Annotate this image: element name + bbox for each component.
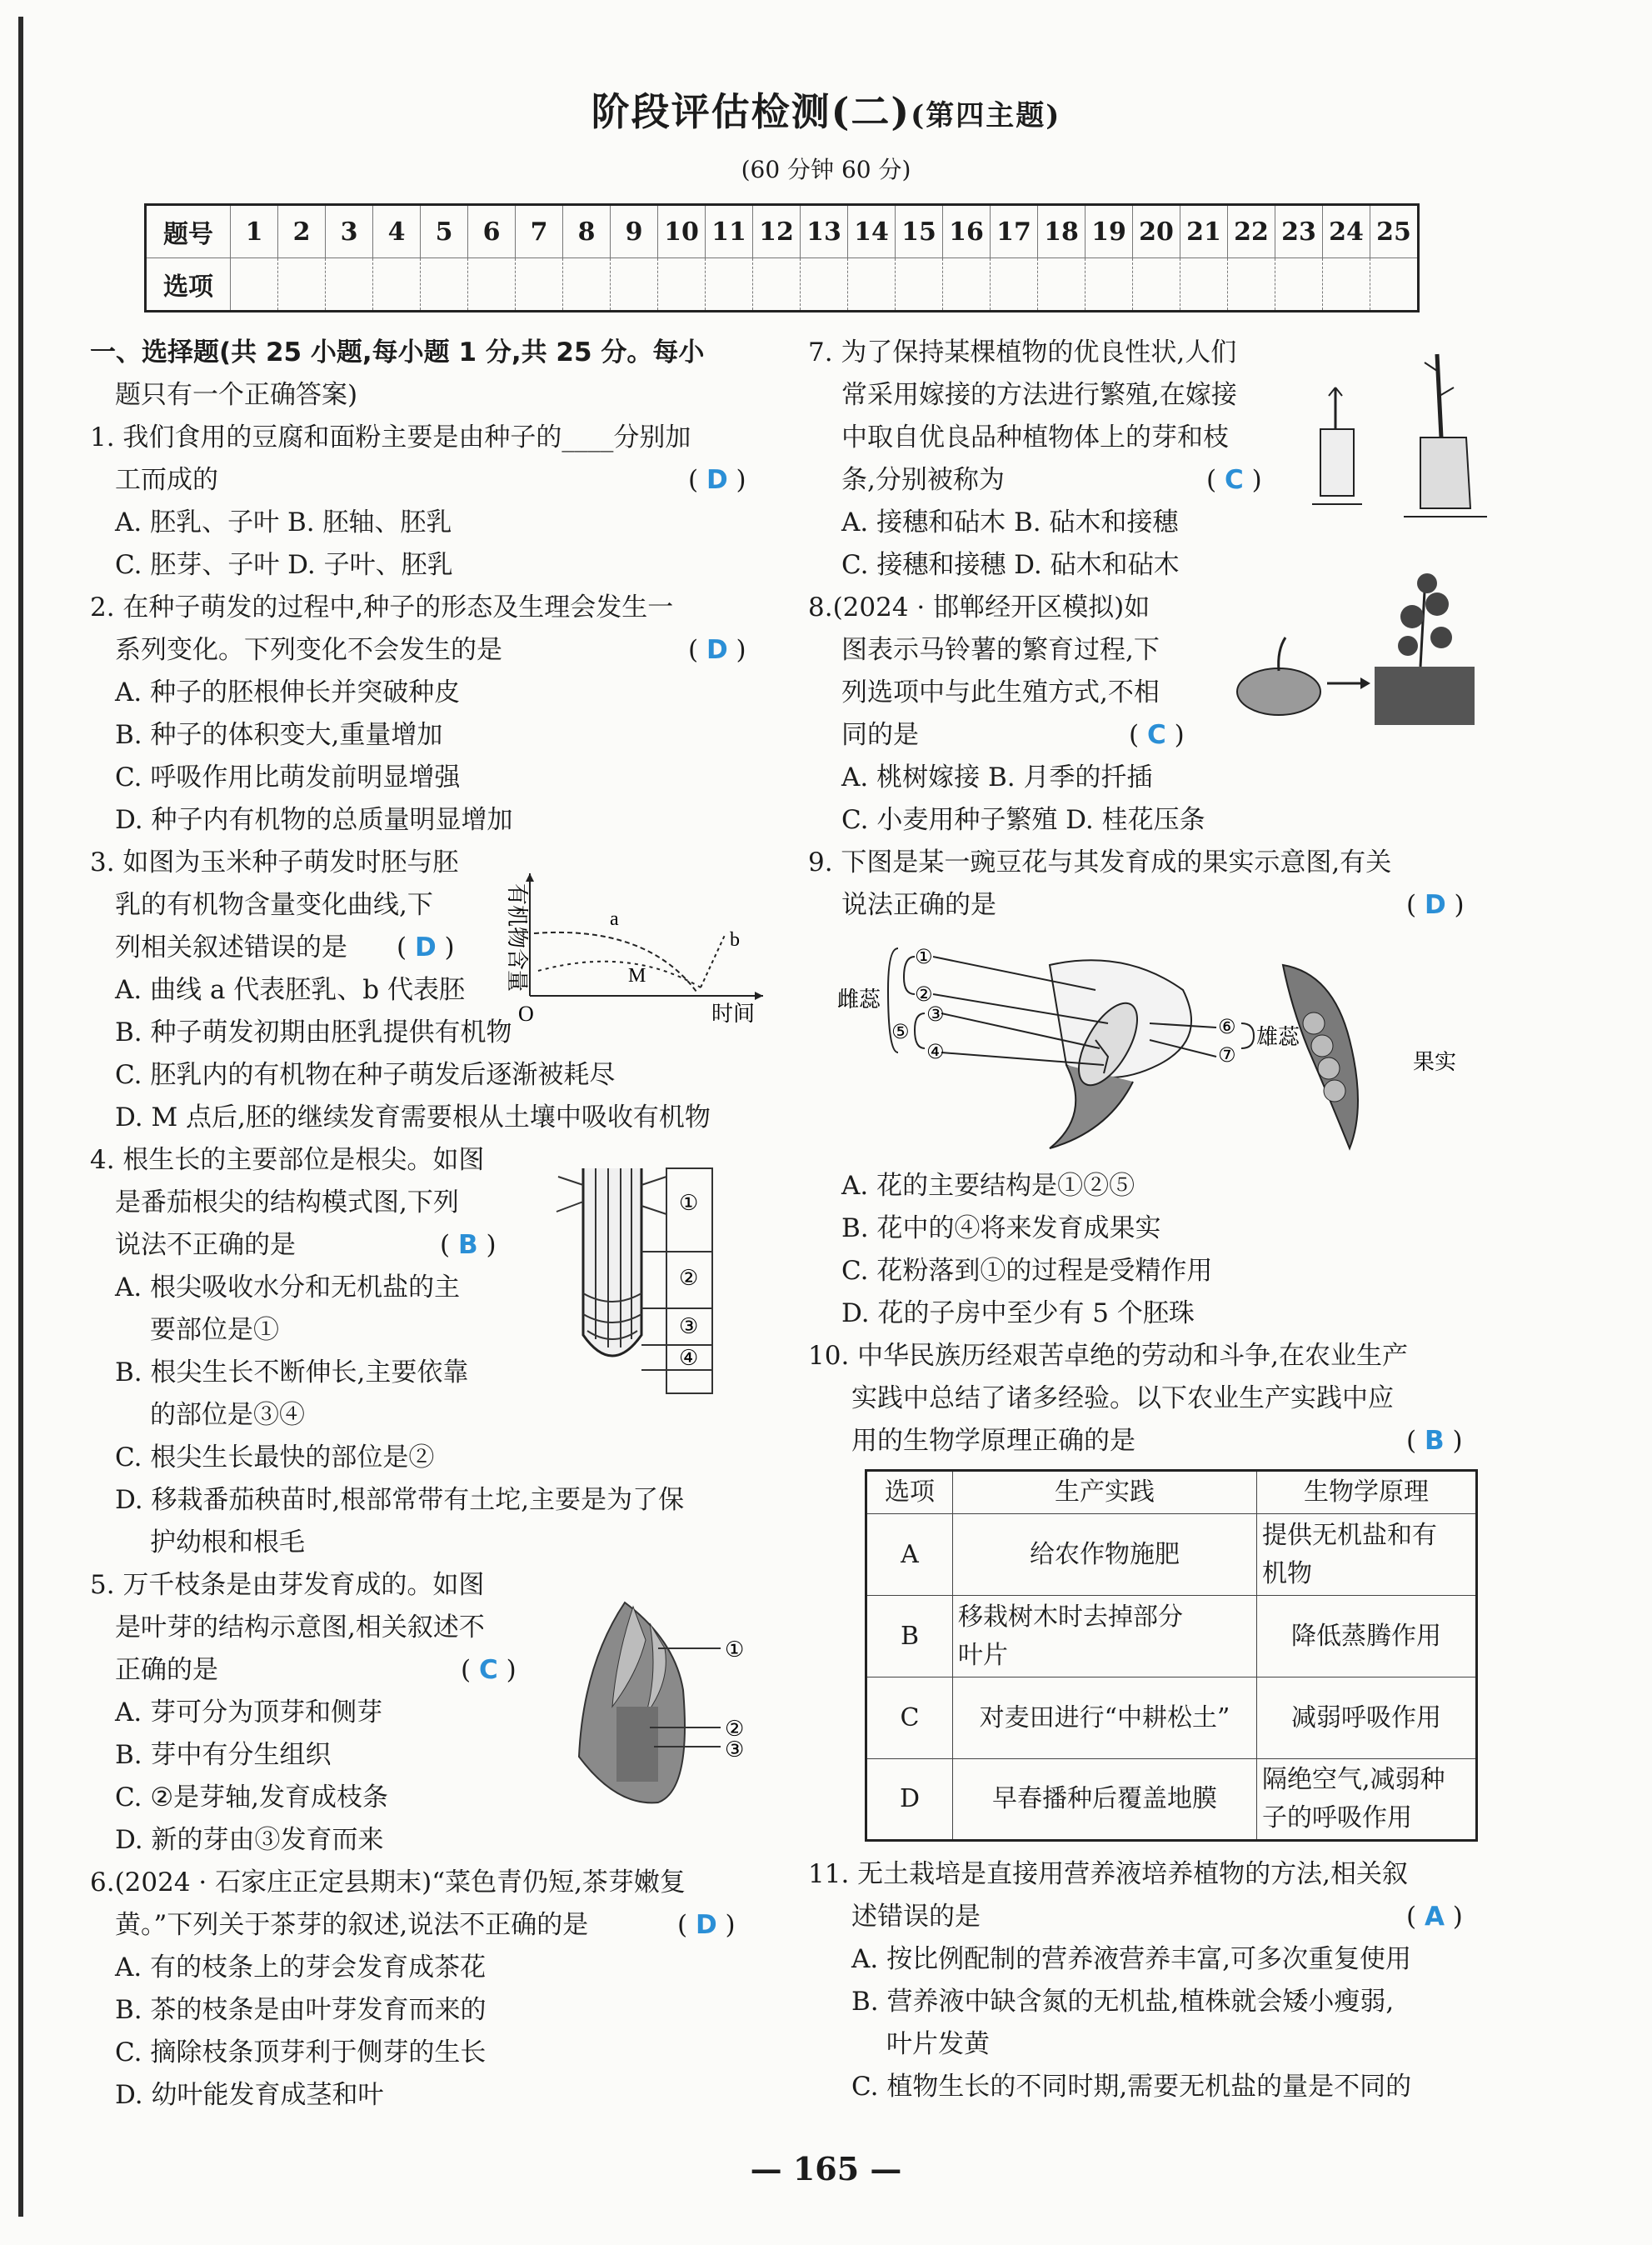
answer-cell[interactable] (468, 258, 516, 312)
grid-number: 21 (1180, 205, 1228, 258)
table-row (866, 1678, 1477, 1759)
question-10: 10. 中华民族历经艰苦卓绝的劳动和斗争,在农业生产 (808, 1341, 1409, 1371)
text-line: 中取自优良品种植物体上的芽和枝 (841, 422, 1229, 452)
grid-number: 15 (896, 205, 943, 258)
question-number-row (146, 205, 1419, 258)
binding-edge (18, 17, 23, 2217)
fig3-ylabel: 有机物含量 (505, 883, 529, 992)
figure-q7-grafting (1304, 338, 1495, 529)
text-line: 述错误的是 (851, 1902, 981, 1932)
question-8: 8.(2024 · 邯郸经开区模拟)如 (808, 592, 1150, 622)
answer-cell[interactable] (326, 258, 373, 312)
fig4-label-4: ④ (679, 1346, 699, 1371)
option-line: D. 新的芽由③发育而来 (115, 1825, 384, 1855)
q10-table (865, 1469, 1478, 1842)
option-line: A. 按比例配制的营养液营养丰富,可多次重复使用 (851, 1944, 1411, 1974)
text-line: 黄。”下列关于茶芽的叙述,说法不正确的是 (115, 1910, 589, 1940)
table-header: 生物学原理 (1257, 1471, 1477, 1514)
text-line: 叶片发黄 (886, 2029, 990, 2059)
option-line: C. 接穗和接穗 D. 砧木和砧木 (841, 550, 1180, 580)
fig9-label-7: ⑦ (1218, 1043, 1236, 1067)
answer-cell[interactable] (1086, 258, 1133, 312)
question-1: 1. 我们食用的豆腐和面粉主要是由种子的____分别加 (90, 422, 691, 452)
option-line: B. 茶的枝条是由叶芽发育而来的 (115, 1995, 487, 2025)
grid-number: 6 (468, 205, 516, 258)
table-cell: B (866, 1596, 953, 1678)
fig9-pistil-label: 雌蕊 (837, 988, 881, 1012)
answer-cell[interactable] (658, 258, 706, 312)
answer-q9: ( D ) (1406, 890, 1465, 920)
table-header-row (866, 1471, 1477, 1514)
grid-number: 5 (421, 205, 468, 258)
option-line: A. 有的枝条上的芽会发育成茶花 (115, 1952, 487, 1982)
answer-cell[interactable] (611, 258, 658, 312)
text-line: 工而成的 (115, 465, 218, 495)
table-row (866, 1596, 1477, 1678)
answer-cell[interactable] (801, 258, 848, 312)
table-cell: C (866, 1678, 953, 1759)
option-line: A. 曲线 a 代表胚乳、b 代表胚 (115, 975, 465, 1005)
answer-q11: ( A ) (1406, 1902, 1463, 1932)
grid-number: 2 (278, 205, 326, 258)
grid-number: 10 (658, 205, 706, 258)
fig9-label-5: ⑤ (891, 1020, 910, 1043)
answer-q8: ( C ) (1129, 720, 1185, 750)
fig9-label-6: ⑥ (1218, 1015, 1236, 1038)
fig4-label-3: ③ (679, 1314, 699, 1339)
answer-cell[interactable] (896, 258, 943, 312)
answer-cell[interactable] (421, 258, 468, 312)
question-5: 5. 万千枝条是由芽发育成的。如图 (90, 1570, 485, 1600)
text-line: 常采用嫁接的方法进行繁殖,在嫁接 (841, 380, 1237, 410)
fig9-label-2: ② (915, 982, 933, 1006)
answer-cell[interactable] (1133, 258, 1180, 312)
fig4-label-1: ① (679, 1191, 699, 1216)
answer-q4: ( B ) (440, 1230, 497, 1260)
section-heading: 一、选择题(共 25 小题,每小题 1 分,共 25 分。每小 (90, 338, 705, 368)
grid-number: 12 (753, 205, 801, 258)
fig5-label-1: ① (725, 1638, 745, 1662)
title-suffix: (第四主题) (911, 99, 1061, 132)
table-row (866, 1759, 1477, 1841)
answer-cell[interactable] (1180, 258, 1228, 312)
answer-cell[interactable] (706, 258, 753, 312)
text-line: 用的生物学原理正确的是 (851, 1426, 1135, 1456)
answer-q1: ( D ) (688, 465, 746, 495)
table-cell: A (866, 1514, 953, 1596)
text-line: 乳的有机物含量变化曲线,下 (115, 890, 433, 920)
option-line: A. 花的主要结构是①②⑤ (841, 1171, 1135, 1201)
grid-number: 24 (1323, 205, 1370, 258)
option-line: A. 桃树嫁接 B. 月季的扦插 (841, 762, 1153, 792)
answer-cell[interactable] (563, 258, 611, 312)
option-line: A. 胚乳、子叶 B. 胚轴、胚乳 (115, 508, 452, 538)
answer-choice-row (146, 258, 1419, 312)
option-line: C. 摘除枝条顶芽利于侧芽的生长 (115, 2038, 487, 2068)
question-2: 2. 在种子萌发的过程中,种子的形态及生理会发生一 (90, 592, 674, 622)
figure-q9-pea-flower (837, 940, 1491, 1157)
option-line: B. 根尖生长不断伸长,主要依靠 (115, 1358, 469, 1388)
option-line: C. 胚芽、子叶 D. 子叶、胚乳 (115, 550, 453, 580)
option-line: B. 营养液中缺含氮的无机盐,植株就会矮小瘦弱, (851, 1987, 1395, 2017)
text-line: 列选项中与此生殖方式,不相 (841, 678, 1160, 708)
question-6: 6.(2024 · 石家庄正定县期末)“菜色青仍短,茶芽嫩复 (90, 1868, 686, 1898)
table-cell: 降低蒸腾作用 (1257, 1596, 1477, 1678)
table-cell: 早春播种后覆盖地膜 (953, 1759, 1257, 1841)
figure-q8-potato (1229, 567, 1479, 733)
grid-number: 1 (231, 205, 278, 258)
answer-cell[interactable] (1228, 258, 1275, 312)
figure-q3-curve (488, 867, 771, 1025)
grid-number: 4 (373, 205, 421, 258)
table-cell: 移栽树木时去掉部分 叶片 (953, 1596, 1257, 1678)
fig3-origin: O (518, 1002, 534, 1026)
text-line: 正确的是 (115, 1655, 218, 1685)
answer-q2: ( D ) (688, 635, 746, 665)
answer-q3: ( D ) (397, 932, 455, 962)
answer-cell[interactable] (991, 258, 1038, 312)
grid-number: 17 (991, 205, 1038, 258)
title-main: 阶段评估检测(二) (591, 89, 911, 134)
answer-q6: ( D ) (677, 1910, 736, 1940)
text-line: 题只有一个正确答案) (115, 380, 358, 410)
table-cell: 提供无机盐和有 机物 (1257, 1514, 1477, 1596)
option-line: C. 呼吸作用比萌发前明显增强 (115, 762, 461, 792)
text-line: 的部位是③④ (150, 1400, 305, 1430)
answer-cell[interactable] (1038, 258, 1086, 312)
text-line: 图表示马铃薯的繁育过程,下 (841, 635, 1160, 665)
option-line: C. 根尖生长最快的部位是② (115, 1442, 435, 1472)
grid-number: 16 (943, 205, 991, 258)
question-11: 11. 无土栽培是直接用营养液培养植物的方法,相关叙 (808, 1859, 1409, 1889)
fig5-label-2: ② (725, 1717, 745, 1742)
question-7: 7. 为了保持某棵植物的优良性状,人们 (808, 338, 1237, 368)
option-line: D. 种子内有机物的总质量明显增加 (115, 805, 513, 835)
option-line: D. 移栽番茄秧苗时,根部常带有土坨,主要是为了保 (115, 1485, 685, 1515)
option-line: C. 小麦用种子繁殖 D. 桂花压条 (841, 805, 1205, 835)
text-line: 护幼根和根毛 (150, 1528, 305, 1558)
answer-q10: ( B ) (1406, 1426, 1463, 1456)
fig5-label-3: ③ (725, 1738, 745, 1762)
answer-cell[interactable] (848, 258, 896, 312)
table-row (866, 1514, 1477, 1596)
answer-cell[interactable] (373, 258, 421, 312)
option-line: B. 芽中有分生组织 (115, 1740, 332, 1770)
grid-number: 9 (611, 205, 658, 258)
text-line: 同的是 (841, 720, 919, 750)
row-label-choice: 选项 (146, 258, 231, 312)
figure-q4-root-tip (550, 1160, 741, 1402)
grid-number: 8 (563, 205, 611, 258)
text-line: 条,分别被称为 (841, 465, 1005, 495)
option-line: B. 种子萌发初期由胚乳提供有机物 (115, 1018, 512, 1048)
text-line: 实践中总结了诸多经验。以下农业生产实践中应 (851, 1383, 1394, 1413)
answer-grid (144, 203, 1420, 312)
answer-q5: ( C ) (461, 1655, 517, 1685)
grid-number: 23 (1275, 205, 1323, 258)
option-line: B. 种子的体积变大,重量增加 (115, 720, 443, 750)
fig9-stamen-label: 雄蕊 (1256, 1025, 1300, 1049)
answer-cell[interactable] (943, 258, 991, 312)
text-line: 说法不正确的是 (115, 1230, 296, 1260)
row-label-number: 题号 (146, 205, 231, 258)
answer-cell[interactable] (278, 258, 326, 312)
fig3-xlabel: 时间 (711, 1002, 756, 1026)
fig3-point-m: M (628, 965, 646, 987)
grid-number: 3 (326, 205, 373, 258)
option-line: C. ②是芽轴,发育成枝条 (115, 1782, 388, 1812)
option-line: A. 根尖吸收水分和无机盐的主 (115, 1272, 461, 1302)
table-cell: 减弱呼吸作用 (1257, 1678, 1477, 1759)
option-line: D. 花的子房中至少有 5 个胚珠 (841, 1298, 1195, 1328)
grid-number: 14 (848, 205, 896, 258)
question-3: 3. 如图为玉米种子萌发时胚与胚 (90, 848, 459, 878)
fig9-label-1: ① (915, 945, 933, 968)
answer-cell[interactable] (1323, 258, 1370, 312)
fig9-fruit-label: 果实 (1413, 1050, 1457, 1074)
table-header: 选项 (866, 1471, 953, 1514)
text-line: 说法正确的是 (841, 890, 996, 920)
grid-number: 22 (1228, 205, 1275, 258)
grid-number: 19 (1086, 205, 1133, 258)
fig3-curve-a: a (610, 908, 619, 930)
page-title (0, 82, 1652, 137)
option-line: D. M 点后,胚的继续发育需要根从土壤中吸收有机物 (115, 1102, 711, 1132)
table-header: 生产实践 (953, 1471, 1257, 1514)
table-cell: D (866, 1759, 953, 1841)
answer-cell[interactable] (1275, 258, 1323, 312)
answer-cell[interactable] (753, 258, 801, 312)
answer-cell[interactable] (231, 258, 278, 312)
text-line: 是叶芽的结构示意图,相关叙述不 (115, 1612, 485, 1642)
table-cell: 给农作物施肥 (953, 1514, 1257, 1596)
option-line: A. 芽可分为顶芽和侧芽 (115, 1698, 383, 1728)
option-line: C. 胚乳内的有机物在种子萌发后逐渐被耗尽 (115, 1060, 616, 1090)
page-number: — 165 — (750, 2150, 902, 2188)
fig9-label-3: ③ (926, 1002, 945, 1026)
fig4-label-2: ② (679, 1266, 699, 1291)
grid-number: 7 (516, 205, 563, 258)
fig9-label-4: ④ (926, 1040, 945, 1063)
answer-cell[interactable] (1370, 258, 1419, 312)
table-cell: 隔绝空气,减弱种 子的呼吸作用 (1257, 1759, 1477, 1841)
text-line: 列相关叙述错误的是 (115, 932, 347, 962)
option-line: D. 幼叶能发育成茎和叶 (115, 2080, 384, 2110)
option-line: A. 种子的胚根伸长并突破种皮 (115, 678, 461, 708)
question-4: 4. 根生长的主要部位是根尖。如图 (90, 1145, 485, 1175)
grid-number: 25 (1370, 205, 1419, 258)
answer-q7: ( C ) (1206, 465, 1262, 495)
option-line: A. 接穗和砧木 B. 砧木和接穗 (841, 508, 1179, 538)
grid-number: 11 (706, 205, 753, 258)
grid-number: 13 (801, 205, 848, 258)
grid-number: 18 (1038, 205, 1086, 258)
text-line: 系列变化。下列变化不会发生的是 (115, 635, 502, 665)
text-line: 是番茄根尖的结构模式图,下列 (115, 1188, 459, 1218)
question-9: 9. 下图是某一豌豆花与其发育成的果实示意图,有关 (808, 848, 1392, 878)
grid-number: 20 (1133, 205, 1180, 258)
time-and-score: (60 分钟 60 分) (741, 156, 911, 183)
option-line: C. 花粉落到①的过程是受精作用 (841, 1256, 1213, 1286)
text-line: 要部位是① (150, 1315, 279, 1345)
table-cell: 对麦田进行“中耕松土” (953, 1678, 1257, 1759)
answer-cell[interactable] (516, 258, 563, 312)
option-line: B. 花中的④将来发育成果实 (841, 1213, 1161, 1243)
figure-q5-leaf-bud (566, 1590, 758, 1815)
option-line: C. 植物生长的不同时期,需要无机盐的量是不同的 (851, 2072, 1412, 2102)
fig3-curve-b: b (730, 929, 740, 951)
